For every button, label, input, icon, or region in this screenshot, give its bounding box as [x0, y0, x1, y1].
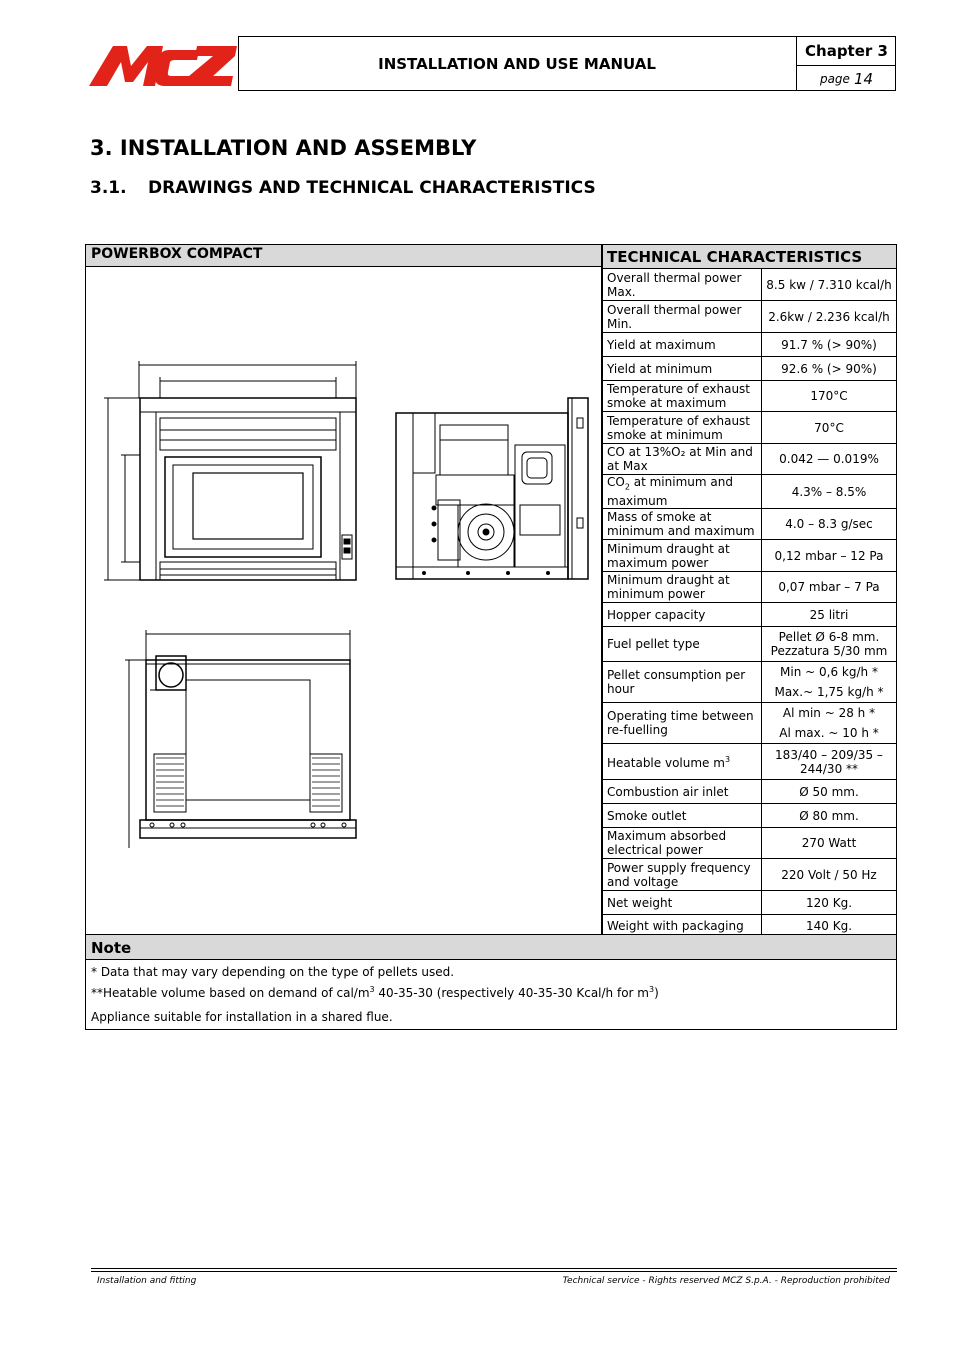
page-label: page — [819, 71, 850, 86]
spec-value: 0,07 mbar – 7 Pa — [762, 572, 897, 603]
spec-value: 92.6 % (> 90%) — [762, 357, 897, 381]
spec-value: Pellet Ø 6-8 mm. Pezzatura 5/30 mm — [762, 627, 897, 662]
footer-rule — [91, 1271, 897, 1272]
spec-value: 270 Watt — [762, 828, 897, 859]
spec-row — [603, 475, 897, 509]
manual-title: INSTALLATION AND USE MANUAL — [378, 54, 656, 73]
spec-label: Maximum absorbed electrical power — [603, 828, 762, 859]
spec-row — [603, 509, 897, 540]
spec-label: Minimum draught at maximum power — [603, 540, 762, 572]
technical-drawings — [86, 268, 601, 933]
spec-row — [603, 301, 897, 333]
spec-label: Overall thermal power Max. — [603, 269, 762, 301]
spec-row — [603, 804, 897, 828]
spec-label: Temperature of exhaust smoke at maximum — [603, 381, 762, 412]
spec-value: 4.0 – 8.3 g/sec — [762, 509, 897, 540]
spec-value: 220 Volt / 50 Hz — [762, 859, 897, 891]
spec-row — [603, 381, 897, 412]
spec-row — [603, 357, 897, 381]
spec-label: CO at 13%O₂ at Min and at Max — [603, 444, 762, 475]
spec-value: 0.042 — 0.019% — [762, 444, 897, 475]
spec-row — [603, 333, 897, 357]
spec-row — [603, 780, 897, 804]
spec-value: Ø 80 mm. — [762, 804, 897, 828]
note-title: Note — [85, 934, 897, 960]
spec-label: Weight with packaging — [603, 915, 762, 937]
spec-value: 25 litri — [762, 603, 897, 627]
spec-label: Operating time between re-fuelling — [603, 703, 762, 744]
note-line-3: Appliance suitable for installation in a shared flue. — [91, 1010, 393, 1024]
spec-label: Net weight — [603, 891, 762, 915]
spec-row — [603, 627, 897, 662]
front-view-drawing — [104, 361, 356, 580]
spec-row — [603, 828, 897, 859]
chapter-label: Chapter 3 — [796, 36, 896, 66]
spec-label: Combustion air inlet — [603, 780, 762, 804]
spec-label: $CO_2$ at minimum and maximum — [603, 475, 762, 509]
spec-row — [603, 703, 897, 744]
spec-label: Yield at maximum — [603, 333, 762, 357]
subsection-title — [90, 178, 596, 198]
page-indicator — [796, 66, 896, 91]
technical-characteristics-table — [602, 244, 897, 937]
spec-label: Smoke outlet — [603, 804, 762, 828]
spec-value: 8.5 kw / 7.310 kcal/h — [762, 269, 897, 301]
spec-label: Pellet consumption per hour — [603, 662, 762, 703]
spec-value: 0,12 mbar – 12 Pa — [762, 540, 897, 572]
side-view-drawing — [396, 398, 588, 579]
spec-label: Power supply frequency and voltage — [603, 859, 762, 891]
section-title: 3. INSTALLATION AND ASSEMBLY — [90, 136, 477, 160]
spec-value: Al min ~ 28 h * Al max. ~ 10 h * — [762, 703, 897, 744]
spec-value: 91.7 % (> 90%) — [762, 333, 897, 357]
spec-row — [603, 412, 897, 444]
spec-row — [603, 540, 897, 572]
spec-value: 140 Kg. — [762, 915, 897, 937]
spec-value: 170°C — [762, 381, 897, 412]
footer-right-text: Technical service - Rights reserved MCZ S.p.A. - Reproduction prohibited — [562, 1276, 890, 1286]
spec-label: Heatable volume $m^3$ — [603, 744, 762, 780]
note-line-1: * Data that may vary depending on the type of pellets used. — [91, 965, 455, 979]
footer-rule — [91, 1268, 897, 1269]
subsection-text: DRAWINGS AND TECHNICAL CHARACTERISTICS — [148, 178, 596, 198]
spec-value: 120 Kg. — [762, 891, 897, 915]
spec-row — [603, 572, 897, 603]
page-number: 14 — [853, 69, 874, 88]
spec-row — [603, 662, 897, 703]
spec-row — [603, 444, 897, 475]
spec-value: Ø 50 mm. — [762, 780, 897, 804]
footer-left-text: Installation and fitting — [97, 1276, 197, 1286]
spec-label: Yield at minimum — [603, 357, 762, 381]
spec-row — [603, 859, 897, 891]
spec-table-header: TECHNICAL CHARACTERISTICS — [603, 245, 897, 269]
spec-value: 4.3% – 8.5% — [762, 475, 897, 509]
spec-value: Min ~ 0,6 kg/h * Max.~ 1,75 kg/h * — [762, 662, 897, 703]
spec-row — [603, 891, 897, 915]
spec-row — [603, 744, 897, 780]
spec-value: 2.6kw / 2.236 kcal/h — [762, 301, 897, 333]
spec-value: 70°C — [762, 412, 897, 444]
subsection-number: 3.1. — [90, 178, 127, 198]
spec-label: Hopper capacity — [603, 603, 762, 627]
top-view-drawing — [125, 630, 356, 848]
spec-row — [603, 603, 897, 627]
spec-label: Overall thermal power Min. — [603, 301, 762, 333]
spec-label: Mass of smoke at minimum and maximum — [603, 509, 762, 540]
mcz-logo — [89, 42, 237, 88]
spec-row — [603, 269, 897, 301]
spec-label: Temperature of exhaust smoke at minimum — [603, 412, 762, 444]
product-title: POWERBOX COMPACT — [85, 244, 602, 267]
spec-label: Minimum draught at minimum power — [603, 572, 762, 603]
note-line-2: **Heatable volume based on demand of cal/$m^3$ 40-35-30 (respectively 40-35-30 Kcal/h for $m^3$) — [91, 985, 659, 1000]
spec-value: 183/40 – 209/35 – 244/30 ** — [762, 744, 897, 780]
spec-label: Fuel pellet type — [603, 627, 762, 662]
